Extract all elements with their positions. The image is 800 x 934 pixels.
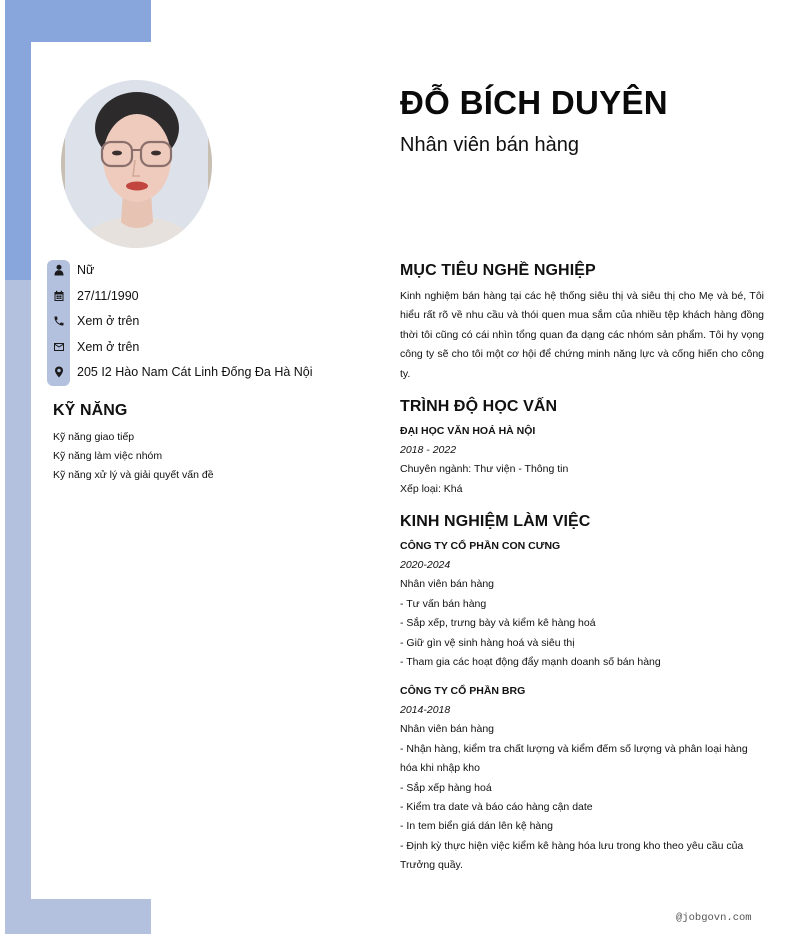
contact-gender <box>47 260 94 280</box>
skills-heading: KỸ NĂNG <box>53 402 128 419</box>
decor-left-strip-light <box>5 280 31 899</box>
location-pin-icon <box>47 362 70 382</box>
envelope-icon <box>47 337 70 357</box>
decor-bottom-block <box>5 899 151 934</box>
birthdate-value: 27/11/1990 <box>77 289 139 303</box>
contact-phone <box>47 311 139 331</box>
phone-value: Xem ở trên <box>77 314 140 328</box>
job-duty: - Định kỳ thực hiện việc kiểm kê hàng hóa lưu trong kho theo yêu cầu của Trưởng quầy. <box>400 839 744 872</box>
job-position: Nhân viên bán hàng <box>400 723 494 736</box>
skill-item: Kỹ năng xử lý và giải quyết vấn đề <box>53 469 214 481</box>
candidate-name: ĐỖ BÍCH DUYÊN <box>400 84 668 121</box>
job-period: 2014-2018 <box>400 704 451 716</box>
job-duty: - Tham gia các hoạt động đẩy mạnh doanh số bán hàng <box>400 656 661 669</box>
profile-photo <box>61 80 212 248</box>
decor-left-strip-dark <box>5 42 31 280</box>
education-grade: Xếp loại: Khá <box>400 482 463 495</box>
job-period: 2020-2024 <box>400 559 451 571</box>
company-name: CÔNG TY CỔ PHẦN CON CƯNG <box>400 540 561 552</box>
email-value: Xem ở trên <box>77 340 140 354</box>
decor-top-block <box>5 0 151 42</box>
job-duty: - Sắp xếp, trưng bày và kiểm kê hàng hoá <box>400 617 596 630</box>
objective-text: Kinh nghiệm bán hàng tại các hệ thống siêu thị và siêu thị cho Mẹ và bé, Tôi hiểu rất rõ về nhu cầu và thói quen mua sắm của nhiều tệp khách hàng đồng thời tôi cũng có cái nhìn tổng quan đa dạng các nhóm sản phẩm. Tôi hy vọng công ty sẽ cho tôi một cơ hội để chứng minh năng lực và cống hiến cho công ty. <box>400 290 764 380</box>
education-period: 2018 - 2022 <box>400 444 457 456</box>
person-icon <box>47 260 70 280</box>
education-heading: TRÌNH ĐỘ HỌC VẤN <box>400 398 558 415</box>
calendar-icon <box>47 286 70 306</box>
experience-heading: KINH NGHIỆM LÀM VIỆC <box>400 513 591 530</box>
objective-heading: MỤC TIÊU NGHỀ NGHIỆP <box>400 262 596 279</box>
job-entry <box>400 537 764 672</box>
contact-birthdate <box>47 286 139 306</box>
job-duty: - Kiểm tra date và báo cáo hàng cận date <box>400 801 593 814</box>
job-duty: - Sắp xếp hàng hoá <box>400 781 492 794</box>
phone-icon <box>47 311 70 331</box>
job-duty: - Nhận hàng, kiểm tra chất lượng và kiểm đếm số lượng và phân loại hàng hóa khi nhập kho <box>400 742 748 775</box>
education-major: Chuyên ngành: Thư viện - Thông tin <box>400 463 569 476</box>
contact-address <box>47 362 313 382</box>
skill-item: Kỹ năng giao tiếp <box>53 431 135 443</box>
skill-item: Kỹ năng làm việc nhóm <box>53 450 163 462</box>
watermark: @jobgovn.com <box>676 912 752 924</box>
job-entry <box>400 682 764 876</box>
candidate-title: Nhân viên bán hàng <box>400 134 580 156</box>
company-name: CÔNG TY CỔ PHẦN BRG <box>400 685 526 697</box>
objective-section <box>400 287 764 384</box>
skills-list <box>53 428 214 485</box>
portrait-image <box>61 80 212 248</box>
job-duty: - In tem biển giá dán lên kệ hàng <box>400 820 553 833</box>
contact-email <box>47 337 139 357</box>
school-name: ĐẠI HỌC VĂN HOÁ HÀ NỘI <box>400 425 536 437</box>
job-duty: - Giữ gìn vệ sinh hàng hoá và siêu thị <box>400 636 575 649</box>
address-value: 205 I2 Hào Nam Cát Linh Đống Đa Hà Nội <box>77 365 313 379</box>
education-section <box>400 422 764 499</box>
job-position: Nhân viên bán hàng <box>400 578 494 591</box>
job-duty: - Tư vấn bán hàng <box>400 597 487 610</box>
gender-value: Nữ <box>77 263 95 277</box>
